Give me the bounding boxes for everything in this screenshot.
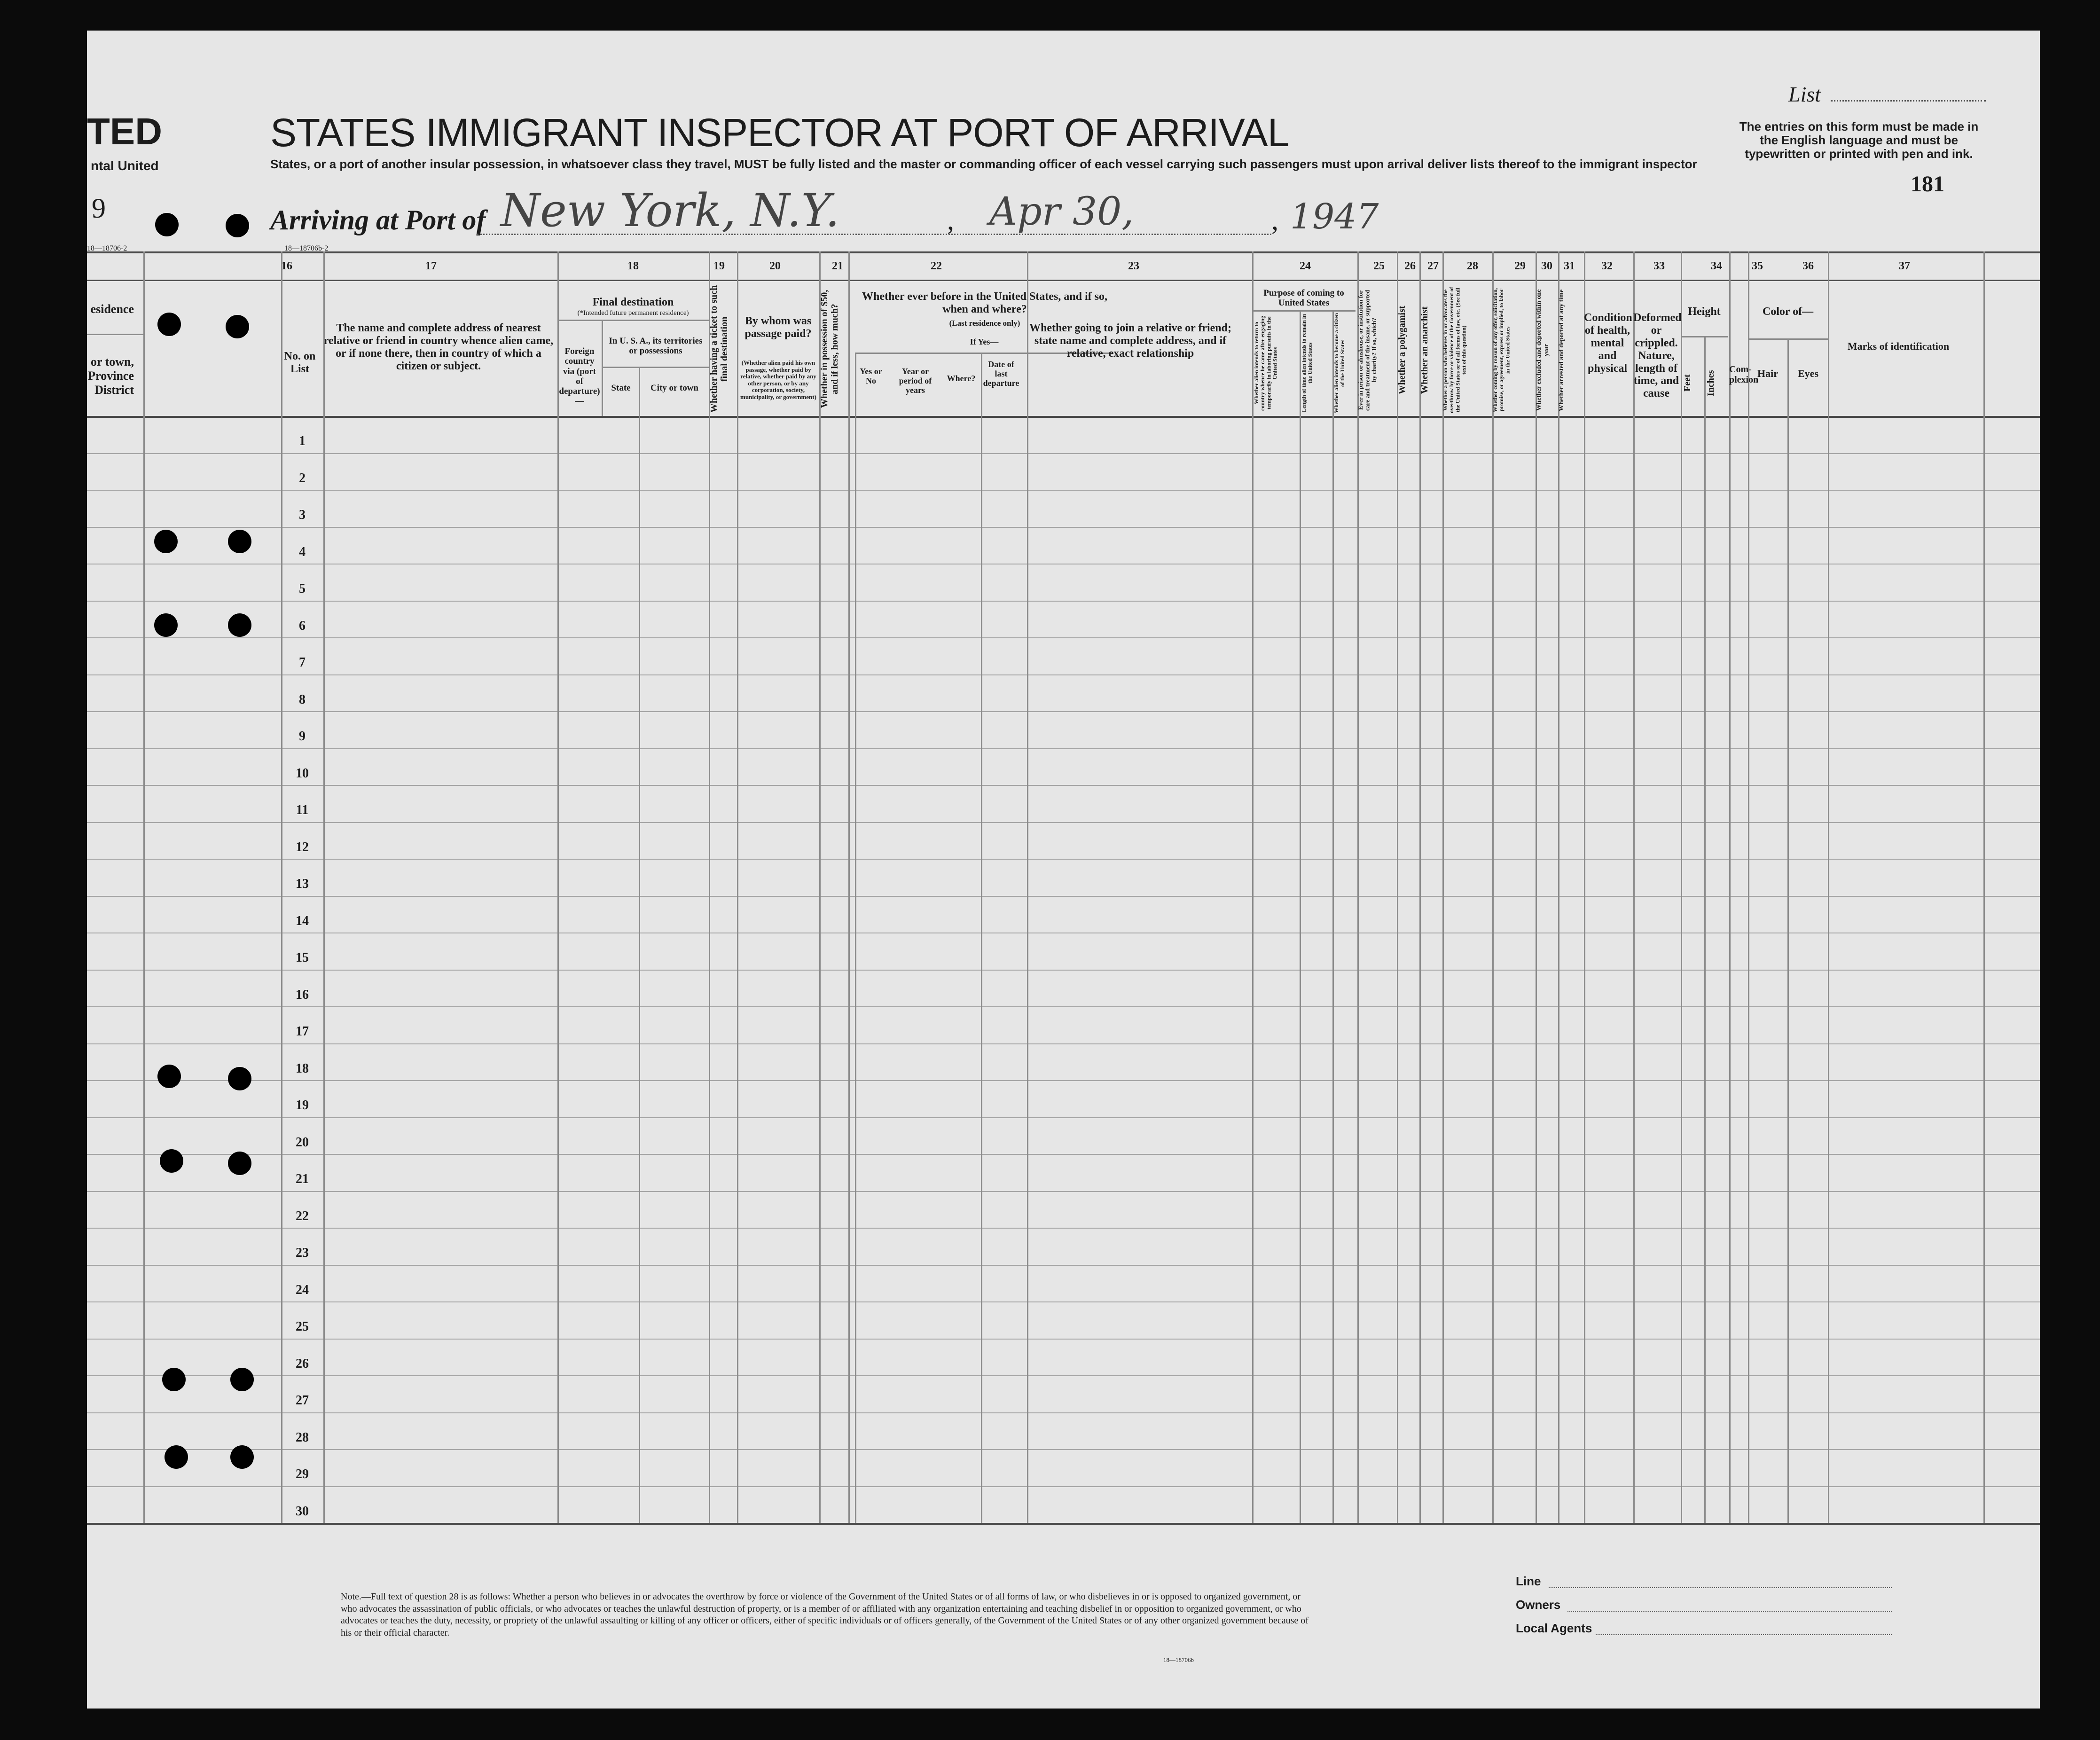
- punch-hole: [228, 1067, 251, 1090]
- table-row-line: [87, 527, 2040, 528]
- row-number: 4: [299, 544, 306, 559]
- column-divider: [1419, 251, 1421, 1523]
- no-on-list-header: No. on List: [284, 350, 316, 375]
- row-number: 24: [296, 1282, 309, 1297]
- table-row-line: [87, 859, 2040, 860]
- row-number: 15: [296, 950, 309, 965]
- date-value: Apr 30,: [989, 189, 1134, 234]
- col-num-19: 19: [713, 260, 725, 272]
- eyes-header: Eyes: [1798, 368, 1818, 379]
- column-divider: [737, 251, 738, 1523]
- column-divider: [1633, 251, 1635, 1523]
- join-relative-header: Whether going to join a relative or friend; state name and complete address, and if relative, exact relationship: [1029, 322, 1231, 360]
- health-header: Condition of health, mental and physical: [1584, 312, 1632, 375]
- purpose-header: Purpose of coming to United States: [1263, 288, 1344, 308]
- col-num-17: 17: [425, 260, 437, 272]
- column-divider: [1252, 251, 1254, 1523]
- table-row-line: [87, 1486, 2040, 1487]
- col-num-22: 22: [931, 260, 942, 272]
- punch-hole: [230, 1445, 254, 1469]
- yes-no-header: Yes or No: [860, 367, 882, 386]
- polygamist-header: Whether a polygamist: [1397, 306, 1407, 395]
- column-divider: [1357, 251, 1359, 1523]
- table-row-line: [87, 637, 2040, 638]
- entries-note: The entries on this form must be made in the English language and must be typewritten or printed with pen and ink.: [1739, 119, 1979, 161]
- column-number-divider: [87, 280, 2040, 281]
- punch-hole: [157, 1065, 181, 1088]
- year-value: 1947: [1290, 196, 1379, 237]
- row-number: 19: [296, 1098, 309, 1113]
- port-value: New York, N.Y.: [501, 184, 840, 237]
- punch-hole: [154, 530, 178, 553]
- where-header: Where?: [947, 374, 976, 383]
- page-title: STATES IMMIGRANT INSPECTOR AT PORT OF ARRIVAL: [270, 110, 1289, 155]
- table-row-line: [87, 896, 2040, 897]
- col-num-23: 23: [1128, 260, 1139, 272]
- last-departure-header: Date of last departure: [983, 360, 1019, 388]
- punch-hole: [228, 613, 251, 637]
- city-header: City or town: [650, 383, 699, 393]
- col-num-37: 37: [1899, 260, 1910, 272]
- table-row-line: [87, 1265, 2040, 1266]
- row-number: 1: [299, 434, 306, 448]
- town-header: or town,: [91, 355, 134, 368]
- table-row-line: [87, 1043, 2040, 1044]
- column-divider: [1748, 251, 1749, 1523]
- overthrow-header: Whether a person who believes in or advocates the overthrow by force or violence of the Government of the United States or of all forms of law, etc. (See full text of this question): [1442, 287, 1467, 414]
- row-number: 18: [296, 1061, 309, 1076]
- feet-header: Feet: [1682, 374, 1693, 392]
- list-label: List: [1788, 82, 1821, 106]
- table-bottom-border: [87, 1523, 2040, 1525]
- manifest-page: TED ntal United 9 STATES IMMIGRANT INSPECTOR AT PORT OF ARRIVAL States, or a port of another insular possession, in whatsoever class they travel, MUST be fully listed and the master or commanding officer of each vessel carrying such passengers must upon arrival deliver lists thereof to the immigrant inspector List The entries on this form must be made in the English language and must be typewritten or printed with pen and ink. 181 Arriving at Port of New York, N.Y. , Apr 30, , 1947 18—18706-2 18—18706b-2 16 17 18 19 20 21 22 23 24 25 26 27 28 29 30 31 32 33 34 35 36 37 esidence or town, Province District No. on List The name and complete address of nearest relative or friend in country whence alien came, or if none there, then in country of which a citizen or subject. Final destination (*Intended future permanent residence) Foreign country via (port of departure)— In U. S. A., its territories or possessions State City or town Whether having a ticket to such final destination By whom was passage paid? (Whether alien paid his own passage, whether paid by relative, whether paid by any other person, or by any corporation, society, municipality, or government) Whether in possession of $50, and if less, how much? Whether ever before in the United States, and if so, when and where? (Last residence only) If Yes— Yes or No Year or period of years Where? Date of last departure Whether going to join a relative or friend; state name and complete address, and if relative, exact relationship Purpose of coming to United States Whether alien intends to return to country whence he came after engaging temporarily in laboring pursuits in the United States Length of time alien intends to remain in the United States Whether alien intends to become a citizen of the United States Ever in prison or almshouse, or institution for care and treatment of the insane, or supported by charity? If so, which? Whether a polygamist Whether an anarchist Whether a person who believes in or advocates the overthrow by force or violence of the Government of the United States or of all forms of law, etc. (See full text of this question) Whether coming by reason of any offer, solicitation, promise, or agreement, express or implied, to labor in the United States Whether excluded and deported within one year Whether arrested and deported at any time Condition of health, mental and physical Deformed or crippled. Nature, length of time, and cause Height Feet Inches Com-plexion Color of— Hair Eyes Marks of identification 1 2 3 4 5 6 7 8 9 10 11 12 13 14 15 16 17 18 19 20 21 22 23 24 25 26 27 28 29 30 Note.—Full text of question 28 is as follows: Whether a person who believes in or advocates the overthrow by force or violence of the Government of the United States or of all forms of law, or who disbelieves in or is opposed to organized government, or who advocates the assassination of public officials, or who advocates or teaches the unlawful destruction of property, or is a member of or affiliated with any organization entertaining and teaching disbelief in or opposition to organized government, or who advocates or teaches the duty, necessity, or propriety of the unlawful assaulting or killing of any officer or officers, either of specific individuals or of officers generally, of the Government of the United States or of any other organized government because of his or their official character. 18—18706b Line Owners Local Agents: [87, 31, 2040, 1709]
- column-divider: [848, 251, 850, 1523]
- column-divider: [1536, 251, 1537, 1523]
- row-number: 20: [296, 1135, 309, 1150]
- before-in-us-header: Whether ever before in the United States, and if so, when and where?: [862, 290, 1107, 315]
- punch-hole: [154, 613, 178, 637]
- color-of-header: Color of—: [1762, 306, 1814, 318]
- column-divider: [1983, 251, 1985, 1523]
- column-divider: [557, 251, 559, 1523]
- column-divider: [323, 251, 325, 1523]
- marks-header: Marks of identification: [1847, 340, 1950, 352]
- row-number: 23: [296, 1246, 309, 1260]
- table-row-line: [87, 1154, 2040, 1155]
- arrested-header: Whether arrested and deported at any time: [1558, 289, 1565, 411]
- col-num-32: 32: [1601, 260, 1613, 272]
- column-divider: [1558, 251, 1559, 1523]
- col-num-29: 29: [1514, 260, 1526, 272]
- punch-hole: [226, 214, 249, 237]
- row-number: 5: [299, 581, 306, 596]
- column-divider: [1397, 251, 1398, 1523]
- col-num-28: 28: [1467, 260, 1478, 272]
- form-code-left: 18—18706-2: [87, 244, 127, 252]
- state-header: State: [611, 383, 631, 393]
- purpose-citizen-header: Whether alien intends to become a citizen of the United States: [1333, 313, 1346, 414]
- nearest-relative-header: The name and complete address of nearest relative or friend in country whence alien came, or if none there, then in country of which a citizen or subject.: [323, 322, 554, 372]
- deformed-header: Deformed or crippled. Nature, length of time, and cause: [1633, 312, 1682, 400]
- col-num-20: 20: [769, 260, 781, 272]
- col-num-21: 21: [832, 260, 843, 272]
- col-num-16: 16: [281, 260, 292, 272]
- punch-hole: [162, 1368, 186, 1391]
- col-num-34: 34: [1711, 260, 1722, 272]
- row-number: 2: [299, 470, 306, 486]
- col-num-31: 31: [1564, 260, 1575, 272]
- residence-header: esidence: [90, 302, 134, 316]
- if-yes-header: If Yes—: [970, 337, 999, 346]
- complexion-header: Com-plexion: [1729, 364, 1759, 385]
- punch-hole: [228, 530, 251, 553]
- arriving-label: Arriving at Port of: [270, 204, 486, 235]
- row-number: 17: [296, 1024, 309, 1039]
- row-number: 26: [296, 1356, 309, 1371]
- table-row-line: [87, 490, 2040, 491]
- ticket-header: Whether having a ticket to such final destination: [709, 285, 729, 413]
- labor-offer-header: Whether coming by reason of any offer, solicitation, promise, or agreement, express or implied, to labor in the United States: [1492, 288, 1511, 413]
- table-row-line: [87, 711, 2040, 712]
- row-number: 11: [296, 803, 309, 817]
- row-number: 22: [296, 1208, 309, 1223]
- form-code-mid: 18—18706b-2: [284, 244, 329, 252]
- table-row-line: [87, 674, 2040, 675]
- prison-header: Ever in prison or almshouse, or institution for care and treatment of the insane, or supported by charity? If so, which?: [1357, 290, 1378, 411]
- table-row-line: [87, 453, 2040, 454]
- hair-header: Hair: [1757, 368, 1778, 379]
- punch-hole: [230, 1368, 254, 1391]
- footer-note: Note.—Full text of question 28 is as follows: Whether a person who believes in or advocates the overthrow by force or violence of the Government of the United States or of all forms of law, or who disbelieves in or is opposed to organized government, or who advocates the assassination of public officials, or who advocates or teaches the unlawful destruction of property, or is a member of or affiliated with any organization entertaining and teaching disbelief in or opposition to organized government, or who advocates or teaches the duty, necessity, or propriety of the unlawful assaulting or killing of any officer or officers, either of specific individuals or of officers generally, of the Government of the United States or of any other organized government because of his or their official character.: [341, 1591, 1309, 1638]
- col-num-27: 27: [1427, 260, 1439, 272]
- row-number: 25: [296, 1319, 309, 1334]
- column-divider: [1584, 251, 1585, 1523]
- table-row-line: [87, 970, 2040, 971]
- col-num-18: 18: [627, 260, 639, 272]
- province-header: Province: [88, 369, 134, 383]
- column-divider: [1442, 251, 1444, 1523]
- table-row-line: [87, 1339, 2040, 1340]
- excluded-header: Whether excluded and deported within one year: [1536, 289, 1550, 411]
- local-agents-label: Local Agents: [1516, 1621, 1592, 1635]
- col-num-33: 33: [1653, 260, 1665, 272]
- punch-hole: [157, 313, 181, 336]
- column-divider: [709, 251, 710, 1523]
- column-divider: [1729, 251, 1731, 1523]
- col-num-24: 24: [1300, 260, 1311, 272]
- years-header: Year or period of years: [899, 367, 932, 395]
- row-number: 27: [296, 1393, 309, 1408]
- passage-paid-note: (Whether alien paid his own passage, whether paid by relative, whether paid by any other person, or by any corporation, society, municipality, or government): [740, 359, 816, 400]
- row-number: 9: [299, 729, 306, 744]
- purpose-return-header: Whether alien intends to return to country whence he came after engaging temporarily in laboring pursuits in the United States: [1253, 315, 1278, 411]
- table-row-line: [87, 785, 2040, 786]
- page-subtitle: States, or a port of another insular possession, in whatsoever class they travel, MUST be fully listed and the master or commanding officer of each vessel carrying such passengers must upon arrival deliver lists thereof to the immigrant inspector: [270, 157, 1697, 171]
- row-number: 29: [296, 1467, 309, 1481]
- height-header: Height: [1688, 306, 1721, 318]
- col-num-25: 25: [1373, 260, 1385, 272]
- left-fragment-line: ntal United: [91, 158, 159, 173]
- footer-form-code: 18—18706b: [1163, 1656, 1194, 1663]
- row-number: 12: [296, 839, 309, 854]
- list-underline: [1831, 100, 1986, 102]
- column-divider: [143, 251, 145, 1523]
- punch-hole: [155, 213, 179, 236]
- final-destination-header: Final destination: [592, 296, 674, 308]
- row-number: 28: [296, 1430, 309, 1445]
- row-number: 8: [299, 692, 306, 707]
- column-divider: [1492, 251, 1494, 1523]
- owners-label: Owners: [1516, 1598, 1561, 1612]
- table-row-line: [87, 1228, 2040, 1229]
- punch-hole: [228, 1152, 251, 1175]
- column-divider: [819, 251, 821, 1523]
- table-row-line: [87, 1375, 2040, 1376]
- col-num-35: 35: [1752, 260, 1763, 272]
- passage-paid-header: By whom was passage paid?: [744, 315, 812, 340]
- col-num-30: 30: [1541, 260, 1552, 272]
- inches-header: Inches: [1706, 370, 1716, 396]
- district-header: District: [94, 383, 134, 397]
- table-row-line: [87, 1117, 2040, 1118]
- anarchist-header: Whether an anarchist: [1419, 306, 1430, 394]
- punch-hole: [165, 1445, 188, 1469]
- row-number: 14: [296, 913, 309, 928]
- column-divider: [1681, 251, 1682, 1523]
- row-number: 7: [299, 655, 306, 670]
- table-row-line: [87, 1080, 2040, 1081]
- table-row-line: [87, 822, 2040, 823]
- row-number: 16: [296, 987, 309, 1002]
- title-fragment: TED: [87, 110, 162, 152]
- purpose-length-header: Length of time alien intends to remain in the United States: [1301, 314, 1314, 412]
- col-num-36: 36: [1802, 260, 1814, 272]
- table-row-line: [87, 601, 2040, 602]
- table-top-border: [87, 251, 2040, 253]
- table-row-line: [87, 1191, 2040, 1192]
- row-number: 3: [299, 508, 306, 522]
- row-number: 13: [296, 877, 309, 891]
- col-num-26: 26: [1404, 260, 1416, 272]
- punch-hole: [226, 315, 249, 338]
- fifty-dollars-header: Whether in possession of $50, and if less, how much?: [819, 290, 840, 408]
- table-row-line: [87, 1412, 2040, 1413]
- final-destination-note: (*Intended future permanent residence): [577, 309, 689, 317]
- line-label: Line: [1516, 1574, 1541, 1588]
- column-divider: [1027, 251, 1028, 1523]
- table-row-line: [87, 748, 2040, 749]
- header-bottom-border: [87, 416, 2040, 418]
- foreign-country-header: Foreign country via (port of departure)—: [559, 346, 600, 407]
- table-row-line: [87, 1301, 2040, 1302]
- punch-hole: [160, 1149, 183, 1173]
- row-number: 10: [296, 766, 309, 781]
- row-number: 21: [296, 1172, 309, 1186]
- in-usa-header: In U. S. A., its territories or possessions: [609, 336, 703, 356]
- column-divider: [1828, 251, 1829, 1523]
- table-row-line: [87, 1449, 2040, 1450]
- left-fragment-number: 9: [92, 193, 106, 224]
- page-number: 181: [1911, 172, 1944, 196]
- last-residence-note: (Last residence only): [949, 319, 1020, 328]
- row-number: 30: [296, 1504, 309, 1519]
- table-row-line: [87, 1006, 2040, 1007]
- row-number: 6: [299, 618, 306, 633]
